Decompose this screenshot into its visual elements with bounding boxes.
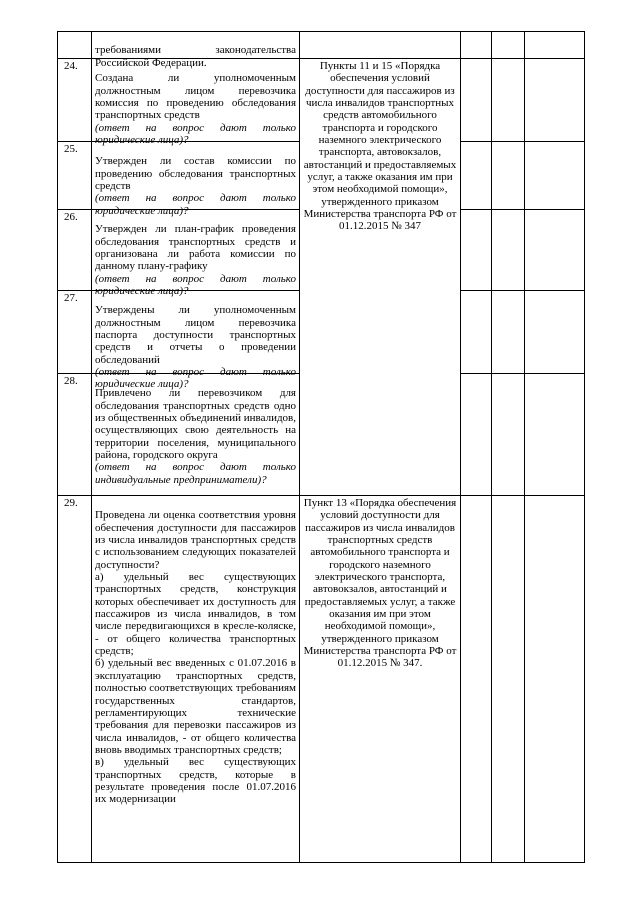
- row-number: 27.: [64, 292, 78, 304]
- requirement-text: Утвержден ли состав комиссии по проведению обследования транспортных средств: [95, 155, 296, 193]
- answer-note: (ответ на вопрос дают только юридические лица)?: [95, 121, 296, 147]
- answer-note: (ответ на вопрос дают только юридические лица)?: [95, 272, 296, 298]
- row-number: 29.: [64, 497, 78, 509]
- row-number: 28.: [64, 375, 78, 387]
- table-row: [95, 375, 296, 486]
- answer-note: (ответ на вопрос дают только юридические лица)?: [95, 192, 296, 217]
- requirement-text: Создана ли уполномоченным должностным лицом перевозчика комиссия по проведению обследования транспортных средств: [95, 72, 296, 122]
- table-row: [95, 211, 296, 297]
- table-row: [95, 143, 296, 217]
- row-number: 26.: [64, 211, 78, 223]
- requirement-text: Проведена ли оценка соответствия уровня обеспечения доступности для пассажиров из числа инвалидов транспортных средств с использованием следующих показателей доступности? а) удельный вес существующих транспортных средств, конструкция которых обеспечивает их доступность для пассажиров из числа инвалидов, в том числе передвигающихся в кресле-коляске, - от общего количества транспортных средств; б) удельный вес введенных с 01.07.2016 в эксплуатацию транспортных средств, полностью соответствующих требованиям государственных стандартов, регламентирующих технические требования для перевозки пассажиров из числа инвалидов, - от общего количества вновь вводимых транспортных средств; в) удельный вес существующих транспортных средств, которые в результате проведения после 01.07.2016 их модернизации: [95, 509, 296, 806]
- row-number: 25.: [64, 143, 78, 155]
- requirement-text: Утверждены ли уполномоченным должностным лицом перевозчика паспорта доступности транспортных средств и отчеты о проведении обследований: [95, 304, 296, 366]
- requirement-text: Привлечено ли перевозчиком для обследования транспортных средств одно из общественных объединений инвалидов, осуществляющих свою деятельность на территории поселения, муниципального района, городского округа: [95, 387, 296, 462]
- answer-note: (ответ на вопрос дают только индивидуальные предприниматели)?: [95, 461, 296, 486]
- table-row: [95, 60, 296, 146]
- legal-reference: Пункт 13 «Порядка обеспечения условий доступности для пассажиров из числа инвалидов транспортных средств автомобильного транспорта и городского наземного электрического транспорта, автовокзалов, автостанций и предоставляемых услуг, а также оказания им при этом необходимой помощи», утвержденного приказом Министерства транспорта РФ от 01.12.2015 № 347.: [303, 497, 457, 670]
- requirement-text: Утвержден ли план-график проведения обследования транспортных средств и организована ли работа комиссии по данному плану-графику: [95, 223, 296, 273]
- legal-reference: Пункты 11 и 15 «Порядка обеспечения условий доступности для пассажиров из числа инвалидов транспортных средств автомобильного транспорта и городского наземного электрического транспорта, автовокзалов, автостанций и предоставляемых услуг, а также оказания им при этом необходимой помощи», утвержденного приказом Министерства транспорта РФ от 01.12.2015 № 347: [303, 60, 457, 233]
- table-row: [95, 497, 296, 806]
- answer-note: (ответ на вопрос дают только юридические лица)?: [95, 366, 296, 391]
- row-number: 24.: [64, 60, 78, 72]
- requirement-text: требованиями законодательства Российской Федерации.: [95, 44, 296, 69]
